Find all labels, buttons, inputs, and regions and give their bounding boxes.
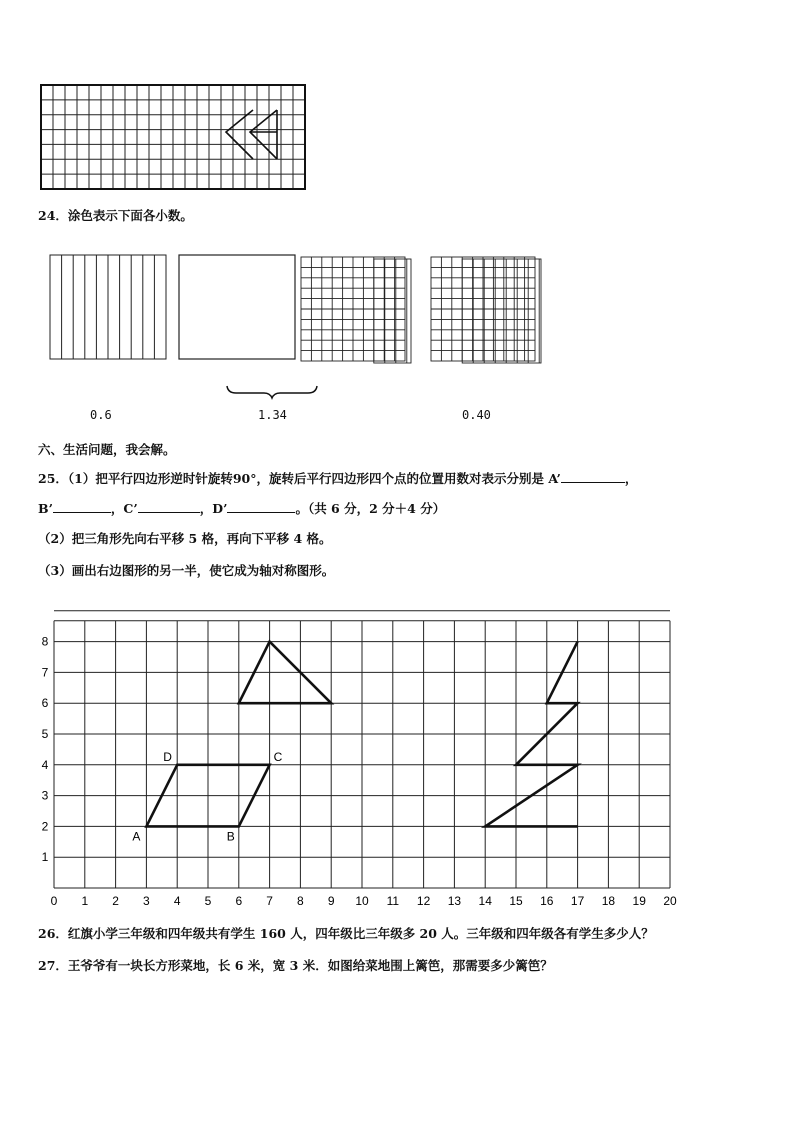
q25-line1-comma: ， bbox=[624, 471, 638, 486]
label-0-6: 0.6 bbox=[90, 408, 112, 422]
x-tick-9: 9 bbox=[327, 894, 335, 908]
question-25-line2 bbox=[38, 500, 445, 517]
point-label-a: A bbox=[132, 829, 141, 844]
point-label-b: B bbox=[226, 829, 235, 844]
x-tick-16: 16 bbox=[540, 894, 554, 908]
answer-blank-c[interactable] bbox=[138, 500, 200, 513]
x-tick-12: 12 bbox=[416, 894, 431, 908]
x-tick-19: 19 bbox=[632, 894, 646, 908]
x-tick-8: 8 bbox=[297, 894, 304, 908]
decimal-grid-figure-1 bbox=[300, 256, 420, 364]
point-label-c: C bbox=[273, 749, 283, 764]
q25-line1-text: 25．（1）把平行四边形逆时针旋转90°，旋转后平行四边形四个点的位置用数对表示分别是 A’ bbox=[38, 471, 561, 486]
y-tick-4: 4 bbox=[41, 757, 49, 772]
x-tick-6: 6 bbox=[235, 894, 243, 908]
question-26: 26．红旗小学三年级和四年级共有学生 160 人，四年级比三年级多 20 人。三年级和四年级各有学生多少人？ bbox=[38, 926, 654, 941]
x-tick-7: 7 bbox=[266, 894, 273, 908]
answer-blank-d[interactable] bbox=[227, 500, 295, 513]
y-tick-1: 1 bbox=[41, 850, 49, 865]
x-tick-10: 10 bbox=[355, 894, 369, 908]
answer-blank-b[interactable] bbox=[53, 500, 111, 513]
point-label-d: D bbox=[163, 749, 172, 764]
y-tick-7: 7 bbox=[41, 665, 49, 680]
q25-score-note: 。（共 6 分，2 分＋4 分） bbox=[295, 501, 446, 516]
q25-c-label: ，C’ bbox=[110, 501, 138, 516]
decimal-grid-figure-2 bbox=[430, 256, 550, 364]
x-tick-13: 13 bbox=[447, 894, 462, 908]
decimal-strips-figure bbox=[49, 254, 169, 360]
x-tick-3: 3 bbox=[143, 894, 150, 908]
x-tick-0: 0 bbox=[50, 894, 58, 908]
answer-blank-a[interactable] bbox=[561, 470, 625, 483]
q25-d-label: ，D’ bbox=[199, 501, 228, 516]
x-tick-20: 20 bbox=[663, 894, 677, 908]
label-0-40: 0.40 bbox=[462, 408, 491, 422]
x-tick-5: 5 bbox=[204, 894, 212, 908]
label-1-34: 1.34 bbox=[258, 408, 287, 422]
x-tick-14: 14 bbox=[478, 894, 492, 908]
question-25-part2: （2）把三角形先向右平移 5 格，再向下平移 4 格。 bbox=[38, 531, 332, 546]
top-grid-figure bbox=[40, 84, 306, 192]
decimal-square-figure bbox=[178, 254, 298, 360]
x-tick-1: 1 bbox=[81, 894, 89, 908]
x-tick-15: 15 bbox=[509, 894, 523, 908]
y-tick-6: 6 bbox=[41, 696, 49, 711]
y-tick-2: 2 bbox=[41, 819, 49, 834]
y-tick-8: 8 bbox=[41, 634, 49, 649]
section-6-heading: 六、生活问题，我会解。 bbox=[38, 442, 176, 457]
x-tick-18: 18 bbox=[601, 894, 616, 908]
y-tick-5: 5 bbox=[41, 727, 49, 741]
question-25-line1 bbox=[38, 470, 637, 487]
question-24: 24．涂色表示下面各小数。 bbox=[38, 208, 193, 223]
question-27: 27．王爷爷有一块长方形菜地，长 6 米，宽 3 米．如图给菜地围上篱笆，那需要多少篱笆？ bbox=[38, 958, 553, 973]
x-tick-17: 17 bbox=[570, 894, 585, 908]
x-tick-11: 11 bbox=[386, 894, 400, 908]
x-tick-4: 4 bbox=[173, 894, 181, 908]
q25-b-label: B’ bbox=[38, 501, 53, 516]
question-25-part3: （3）画出右边图形的另一半，使它成为轴对称图形。 bbox=[38, 563, 335, 578]
x-tick-2: 2 bbox=[112, 894, 119, 908]
y-tick-3: 3 bbox=[41, 788, 49, 803]
brace bbox=[226, 384, 318, 400]
coordinate-grid bbox=[40, 598, 740, 908]
